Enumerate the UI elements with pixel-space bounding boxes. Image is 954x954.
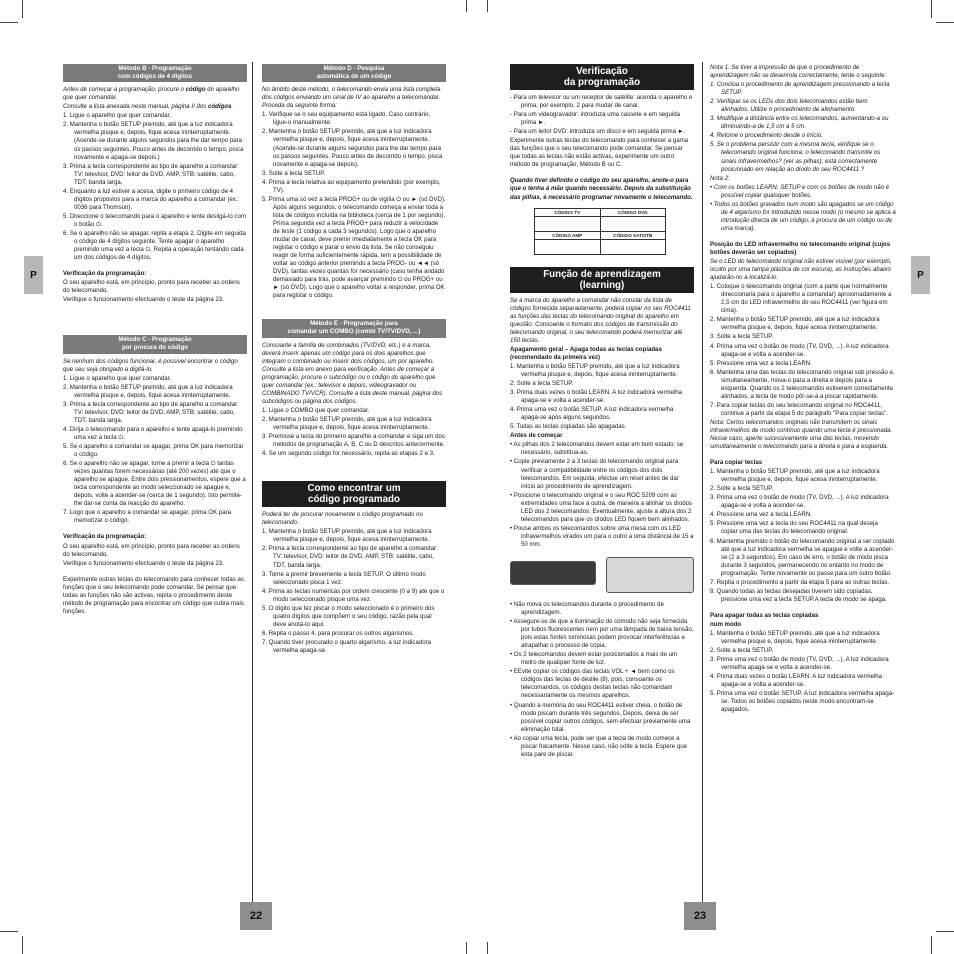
code-label-dvd: CÓDIGO DVD	[600, 208, 666, 216]
list-item: 1. Mantenha o botão SETUP premido, até que a luz indicadora vermelha pisque e, depois, fique acesa ininterruptamente.	[262, 528, 432, 544]
list-item: • Com os botões LEARN, SETUP e com os botões de modo não é possível copiar quaisquer botões.	[710, 183, 890, 199]
list-item: 1. Mantenha o botão SETUP premido, até que a luz indicadora vermelha pisque e, depois, fique acesa ininterruptamente.	[710, 468, 880, 484]
crop-mark	[487, 942, 488, 954]
list-item: 5. Prima uma vez o botão SETUP. A luz indicadora vermelha apaga-se. Todos os botões copiados neste modo encontram-se apagados.	[710, 690, 895, 714]
list-item: 7. Quando tiver procurado o quarto algarismo, a luz indicadora vermelha apaga-se.	[262, 638, 432, 654]
list-item: • Copie previamente 2 a 3 teclas do telecomando original para verificar a compatibilidade entre os códigos dos dois telecomandos. Em seguida, efectue um reset antes de dar início ao procedimento de aprendizagem.	[510, 458, 679, 490]
list-item: • Os 2 telecomandos devem estar posicionados a mais de um metro de qualquer fonte de luz.	[510, 651, 678, 667]
list-item: 5. Se o aparelho a comandar se apagar, prima OK para memorizar o código.	[63, 443, 244, 459]
list-item: 3. Torne a premir brevemente a tecla SETUP. O último modo seleccionado pisca 1 vez.	[262, 570, 426, 586]
list-item: • Todos os botões gravados num modo são apagados se um código de 4 algarismo for introduzido nesse modo (o mesmo se aplica à introdução directa de um código, à procura de um código ou de uma marca).	[710, 200, 896, 232]
list-item: 6. Se o aparelho não se apagar, torne a premir a tecla ⏻ tantas vezes quantas forem necessárias (até 200 vezes) até que o aparelho se apague. Entre dois pressionamentos, espere que a tecla correspondente ao modo seleccionado se apague e, depois, volte a acender-se (cerca de 1 segundo). Isto permite-lhe dar-se conta da reacção do aparelho.	[63, 460, 246, 508]
list-item: • Assegure-se de que a iluminação do cómodo não seja fornecida por tubos fluorescentes nem por uma lâmpada de baixa tensão, pois estas fontes luminosas podem provocar interferências e atrapalhar o processo de cópia.	[510, 618, 694, 650]
intro-text: Consoante a família de combinados (TV/DVD, etc.) e a marca, deverá inserir apenas um código para os dois aparelhos que integram o combinado ou inserir dois códigos, um por aparelho. Consulte a lista em anexo para verificação. Antes de começar a programação, procure o subcódigo ou o código do aparelho que quer comandar (ex.: televisor e depois, videogravador ou COMBINADO TV/VCR). Consulte a lista deste manual, página dos subcódigos ou página dos códigos.	[262, 341, 443, 405]
list-item: 8. Quando todas as teclas desejadas tiverem sido copiadas, pressione uma vez a tecla SETUP.A tecla de modo se apaga.	[710, 587, 887, 603]
column-3	[510, 64, 694, 760]
crop-mark	[22, 0, 23, 18]
list-item: 3. Prima uma vez o botão de modo (TV, DVD, ...). A luz indicadora vermelha apaga-se e volta a acender-se.	[710, 656, 889, 672]
list-item: 6. Mantenha uma das teclas do telecomando original sob pressão e, simultaneamente, mova-o para a direita e depois para a esquerda. Quando os 2 telecomandos estiverem correctamente alinhados, a tecla de modo pôr-se-á a piscar rapidamente.	[710, 368, 895, 400]
list-item: 3. Solte a tecla SETUP.	[262, 169, 326, 177]
language-tab-left: P	[24, 256, 43, 294]
note-text: Nota 2:	[710, 174, 730, 182]
intro-text: Se nenhum dos códigos funcionar, é possível encontrar o código que seu seja obrigado a digitá-lo.	[63, 357, 238, 373]
list-item: 1. Ligue o aparelho que quer comandar.	[63, 112, 172, 120]
list-item: 2. Solte a tecla SETUP.	[510, 380, 574, 388]
list-item: 5. Se o problema persistir com a mesma tecla, verifique se o telecomando original funciona: o telecomando transmite os sinais infravermelhos? (ver as pilhas); está correctamente posicionado em relação ao díodo do seu ROC4411 ?	[710, 141, 881, 173]
intro-text: Se a marca do aparelho a comandar não constar da lista de códigos fornecida separadamente, poderá copiar no seu ROC4411 as funções das teclas do telecomando original do aparelho em questão. Consoante o formato dos códigos de transmissão do telecomando original, o seu telecomando poderá memorizar até 150 teclas.	[510, 296, 691, 344]
crop-mark	[936, 22, 954, 23]
list-item: 1. Mantenha o botão SETUP premido, até que a luz indicadora vermelha pisque e, depois, fique acesa ininterruptamente.	[710, 630, 880, 646]
crop-mark	[487, 0, 488, 12]
crop-mark	[466, 942, 467, 954]
list-item: 3. Prima a tecla correspondente ao tipo de aparelho a comandar: TV: televisor, DVD: leitor de DVD, AMP, STB: satélite, cabo, TDT, banda larga.	[63, 162, 239, 186]
remote-control-icon	[510, 561, 596, 585]
list-item: 3. Premisse a tecla do primeiro aparelho a comandar e siga um dos métodos de programação A, B, C ou D descritos anteriormente.	[262, 433, 445, 449]
code-label-amp: CÓDIGO AMP	[535, 231, 601, 239]
list-item: 7. Logo que o aparelho a comandar se apagar, prima OK para memorizar o código.	[63, 509, 232, 525]
list-item: • EEvite copiar os códigos das teclas VOL + ◄ bem como os códigos das teclas de deslile (8), pois, consoante os telecomandos, os códigos destas teclas não comandam necessariamente os mesmos aparelhos.	[510, 668, 675, 700]
body-text: O seu aparelho está, em princípio, pronto para receber as ordens do telecomando.	[63, 279, 240, 295]
body-text: Verifique o funcionamento efectuando o teste da página 23.	[63, 296, 224, 304]
list-item: • Pouse ambos os telecomandos sobre uma mesa com os LED infravermelhos virados um para o outro a uma distância de 15 a 50 mm.	[510, 524, 694, 548]
list-item: 4. Pressione uma vez a tecla LEARN.	[710, 511, 812, 519]
subheading: Para apagar todas as teclas copiadas	[710, 611, 819, 619]
list-item: 2. Mantenha o botão SETUP premido, até que a luz indicadora vermelha pisque e, depois, fique acesa ininterruptamente.	[63, 383, 233, 399]
list-item: 4. Retome o procedimento desde o início.	[710, 132, 823, 140]
code-cell	[600, 239, 666, 254]
list-item: 3. Modifique a distância entre os telecomandos, aumentando-a ou diminuindo-a de 1,5 cm a 5 cm.	[710, 115, 889, 131]
intro-text: Poderá ter de procurar novamente o código programado no telecomando.	[262, 511, 423, 527]
list-item: 6. Mantenha premido o botão do telecomando original a ser copiado até que a luz indicadora vermelha se apague e volte a acender-se (2 a 3 segundos). Em caso de erro, o botão de modo pisca durante 3 segundos, permanecendo no entanto no modo de programação. Tente novamente ou passe para um outro botão.	[710, 537, 895, 577]
code-label-tv: CÓDIGO TV	[535, 208, 601, 216]
list-item: 2. Solte a tecla SETUP.	[710, 485, 774, 493]
crop-mark	[936, 931, 954, 932]
important-note: Quando tiver definido o código do seu aparelho, anote-o para que o tenha à mão quando necessário. Depois da substituição das pilhas, é necessário programar novamente o telecomando.	[510, 177, 693, 201]
note-text: Nota: Certos telecomandos originais não transmitem os sinais infravermelhos de modo contínuo quando uma tecla é pressionada. Nesse caso, aperte sucessivamente uma das teclas, movendo simultaneamente o telecomando para a direita e para a esquerda.	[710, 418, 893, 451]
list-item: 2. Solte a tecla SETUP.	[710, 647, 774, 655]
list-item: • Ao copiar uma tecla, pode ser que a tecla de modo comece a piscar fracamente. Nesse caso, não solte a tecla. Espere que esta pare de piscar.	[510, 734, 687, 758]
list-item: • Não mova os telecomandos durante o procedimento de aprendizagem.	[510, 600, 664, 617]
section-title-learning: Função de aprendizagem (learning)	[510, 267, 694, 293]
list-item: 2. Mantenha o botão SETUP premido, até que a luz indicadora vermelha pisque e, depois, fique acesa ininterruptamente.	[262, 416, 432, 432]
crop-mark	[931, 936, 932, 954]
subheading: Verificação da programação:	[63, 270, 147, 278]
list-item: 7. Para copiar teclas do seu telecomando original no ROC4411, continue a partir da etapa 5 do parágrafo "Para copiar teclas".	[710, 401, 888, 417]
subheading: Apagamento geral – Apaga todas as teclas copiadas (recomendado da primeira vez)	[510, 345, 662, 361]
list-item: 2. Mantenha o botão SETUP premido, até que a luz indicadora vermelha pisque e, depois, fique acesa ininterruptamente.	[710, 316, 880, 332]
list-item: 3. Prima uma vez o botão de modo (TV, DVD, ...). A luz indicadora apaga-se e volta a acender-se.	[710, 494, 889, 510]
list-item: 5. Pressione uma vez a tecla LEARN.	[710, 359, 812, 367]
subheading: num modo	[710, 620, 742, 628]
list-item: 2. Mantenha o botão SETUP premido, até que a luz indicadora vermelha pisque e, depois, fique acesa ininterruptamente. (Acende-se durante alguns segundos para lhe dar tempo para os passos seguintes. Pouco antes de decorrido o tempo, pisca novamente e apaga-se depois).	[262, 128, 443, 168]
crop-mark	[931, 0, 932, 18]
list-item: 5. Todas as teclas copiadas são apagadas.	[510, 423, 627, 431]
list-item: - Para um leitor DVD: introduza um disco e em seguida prima ►.	[510, 128, 686, 136]
list-item: 2. Prima a tecla correspondente ao tipo de aparelho a comandar: TV: televisor, DVD: leitor de DVD, AMP, STB: satélite, cabo, TDT, banda larga.	[262, 545, 438, 569]
list-item: 4. Prima as teclas numéricas por ordem crescente (0 a 9) até que o modo seleccionado pisque uma vez.	[262, 587, 445, 603]
list-item: 4. Enquanto a luz estiver a acesa, digite o primeiro código de 4 dígitos propostos para a marca do aparelho a comandar (ex.: 0036 para Thomson).	[63, 187, 240, 211]
list-item: 3. Prima duas vezes o botão LEARN. A luz indicadora vermelha apaga-se e volta a acender-se.	[510, 389, 683, 405]
list-item: 4. Dirija o telecomando para o aparelho e tente apagá-lo premindo uma vez a tecla ⏻.	[63, 425, 243, 441]
list-item: • As pilhas dos 2 telecomandos devem estar em bom estado; se necessário, substitua-as.	[510, 441, 684, 457]
code-cell	[600, 216, 666, 231]
page-number-right: 23	[684, 902, 716, 930]
section-title-method-e: Método E - Programação para comandar um COMBO (combi TV/TV/DVD, ...)	[262, 319, 446, 337]
list-item: - Para um televisor ou um receptor de satélite: acenda o aparelho e prima, por exemplo, 2 para mudar de canal.	[510, 94, 693, 110]
list-item: 4. Prima duas vezes o botão LEARN. A luz indicadora vermelha apaga-se e volta a acender-se.	[710, 673, 883, 689]
list-item: • Quando a memória do seu ROC4411 estiver cheia, o botão de modo piscam durante três segundos. Depois, deixa de ser possível copiar outros códigos, sem efectuar previamente uma eliminação total.	[510, 701, 691, 733]
column-1	[63, 64, 247, 617]
code-cell	[535, 239, 601, 254]
section-title-method-c: Método C - Programação por procura do código	[63, 335, 247, 353]
crop-mark	[466, 0, 467, 12]
list-item: 6. Repita o passo 4, para procurar os outros algarismos.	[262, 629, 415, 637]
subheading: Verificação da programação:	[63, 533, 147, 541]
body-text: O seu aparelho está, em princípio, pronto para receber as ordens do telecomando.	[63, 542, 240, 558]
list-item: 2. Verifique se os LEDs dos dois telecomandos estão bem alinhados. Utilize o procedimento de alinhamento.	[710, 98, 868, 114]
crop-mark	[22, 936, 23, 954]
remotes-illustration	[510, 555, 694, 595]
list-item: 4. Prima uma vez o botão SETUP. A luz indicadora vermelha apaga-se após alguns segundos.	[510, 406, 674, 422]
section-title-method-b: Método B - Programação com códigos de 4 dígitos	[63, 64, 247, 82]
list-item: 1. Ligue o aparelho que quer comandar.	[63, 374, 172, 382]
list-item: 6. Se o aparelho não se apagar, repita a etapa 2. Digite em seguida o código de 4 dígitos seguinte. Tente apagar o aparelho premindo uma vez a tecla ⏻. Repita a operação tentando cada um dos códigos de 4 dígitos.	[63, 229, 246, 262]
body-text: Experimente outras teclas do telecomando para conhecer a gama das funções que o seu telecomando pode comandar. Se pensar que todas as teclas não estão activas, experimente um outro método de programação, Método B ou C.	[510, 137, 689, 169]
crop-mark	[0, 22, 18, 23]
subheading: Para copiar teclas	[710, 459, 763, 467]
column-divider	[252, 62, 253, 917]
language-tab-right: P	[911, 256, 930, 294]
list-item: - Para um videogravador: introduza uma cassete e em seguida prima ►.	[510, 111, 681, 127]
code-label-sat: CÓDIGO SAT/STB	[600, 231, 666, 239]
note-text: Nota 1: Se tiver a impressão de que o procedimento de aprendizagem não se desenrola correctamente, tente o seguinte:	[710, 64, 887, 80]
remote-control-icon	[606, 557, 694, 593]
crop-mark	[0, 931, 18, 932]
code-table	[534, 208, 666, 255]
page-number-left: 22	[240, 902, 272, 930]
list-item: 1. Conclua o procedimento de aprendizagem pressionando a tecla SETUP.	[710, 81, 890, 97]
subheading: Antes de começar	[510, 432, 563, 440]
subheading: Posição do LED infravermelho no telecomando original (cujos botões deverão ser copiados)	[710, 240, 891, 256]
section-title-verification: Verificação da programação	[510, 64, 694, 90]
body-text: Verifique o funcionamento efectuando o teste da página 23.	[63, 559, 224, 567]
column-2	[262, 64, 446, 656]
list-item: 2. Mantenha o botão SETUP premido, até que a luz indicadora vermelha pisque e, depois, fique acesa ininterruptamente. (Acende-se durante alguns segundos para lhe dar tempo para os passos seguintes. Pouco antes de decorrido o tempo, pisca novamente e apaga-se depois.)	[63, 121, 244, 161]
section-title-method-d: Método D - Pesquisa automática de um código	[262, 64, 446, 82]
intro-text: Antes de começar a programação, procure o código do aparelho que quer comandar.	[63, 86, 240, 102]
intro-text: Se o LED do telecomando original não estiver visível (por exemplo, oculto por uma tampa plástica de cor escura), as instruções abaixo ajudarão-no a localizá-lo.	[710, 258, 892, 282]
list-item: 5. Prima uma só vez a tecla PROG+ ou de vigília ⏻ ou ► (só DVD). Após alguns segundos, o telecomando começa a enviar toda a lista de códigos incluída na biblioteca (cerca de 1 por segundo). Prima segunda vez a tecla PROG+ para reduzir a velocidade de teste (1 código a cada 3 segundos). Logo que o aparelho mudar de canal, deve premir imediatamente a tecla OK para registar o código e parar o envio da lista. Se não conseguiu reagir de forma suficientemente rápida, tem a possibilidade de voltar ao código anterior premindo a tecla PROG- ou ◄◄ (só DVD). tantas vezes quantas for necessário (caso tenha andado demasiado para trás, pode avançar premindo ⏻ ou PROG+ ou ► (só DVD). Logo que o aparelho voltar a responder, prima OK para registar o código.	[262, 195, 446, 300]
list-item: 4. Prima uma vez o botão de modo (TV, DVD, ...). A luz indicadora apaga-se e volta a acender-se.	[710, 342, 889, 358]
list-item: 1. Verifique se o seu equipamento está ligado. Caso contrário, ligue-o manualmente.	[262, 111, 431, 127]
list-item: 5. Pressione uma vez a tecla do seu ROC4411 na qual deseja copiar uma das teclas do telecomando original.	[710, 520, 878, 536]
section-title-find-code: Como encontrar um código programado	[262, 481, 446, 507]
list-item: 1. Coloque o telecomando original (com a parte que normalmente direccionaria para o aparelho a comandar) aproximadamente a 2,5 cm do LED infravermelho do seu ROC4411 (ver figura em cima).	[710, 283, 892, 315]
column-divider	[702, 62, 703, 917]
intro-text: Consulte a lista anexada neste manual, página II dos códigos.	[63, 103, 234, 111]
list-item: 7. Repita o procedimento a partir da etapa 5 para as outras teclas.	[710, 578, 890, 586]
code-cell	[535, 216, 601, 231]
intro-text: No âmbito deste método, o telecomando envia uma lista completa dos códigos enviando um sinal de IV ao aparelho a telecomandar. Proceda da seguinte forma:	[262, 86, 441, 110]
list-item: 3. Prima a tecla correspondente ao tipo de aparelho a comandar: TV: televisor, DVD: leitor de DVD, AMP, STB: satélite, cabo, TDT, banda larga.	[63, 400, 239, 424]
list-item: 5. Direccione o telecomando para o aparelho e tente desligá-lo com o botão ⏻.	[63, 212, 246, 228]
list-item: 5. O dígito que fez piscar o modo seleccionado é o primeiro dos quatro dígitos que compõem o seu código, razão pela qual deve anotá-lo aqui.	[262, 604, 435, 628]
column-4	[710, 64, 896, 715]
list-item: 4. Se um segundo código for necessário, repita as etapas 2 e 3.	[262, 450, 435, 458]
list-item: 1. Ligue o COMBO que quer comandar.	[262, 406, 370, 414]
body-text: Experimente outras teclas do telecomando para conhecer todas as funções que o seu telecomando pode comandar. Se pensar que todas as funções não são activas, repita o procedimento deste método de programação para encontrar um código que cubra mais funções.	[63, 575, 244, 615]
list-item: • Posicione o telecomando original e o seu ROC 5209 com as extremidades uma face à outra, de maneira a alinhar os díodos LED dos 2 telecomandos. Eventualmente, ajuste a altura dos 2 telecomandos para que os díodos LED fiquem bem alinhados.	[510, 491, 693, 523]
list-item: 4. Prima a tecla relativa ao equipamento pretendido (por exemplo, TV).	[262, 178, 441, 194]
list-item: 3. Solte a tecla SETUP.	[710, 333, 774, 341]
list-item: 1. Mantenha o botão SETUP premido, até que a luz indicadora vermelha pisque e, depois, fique acesa ininterruptamente.	[510, 362, 680, 378]
